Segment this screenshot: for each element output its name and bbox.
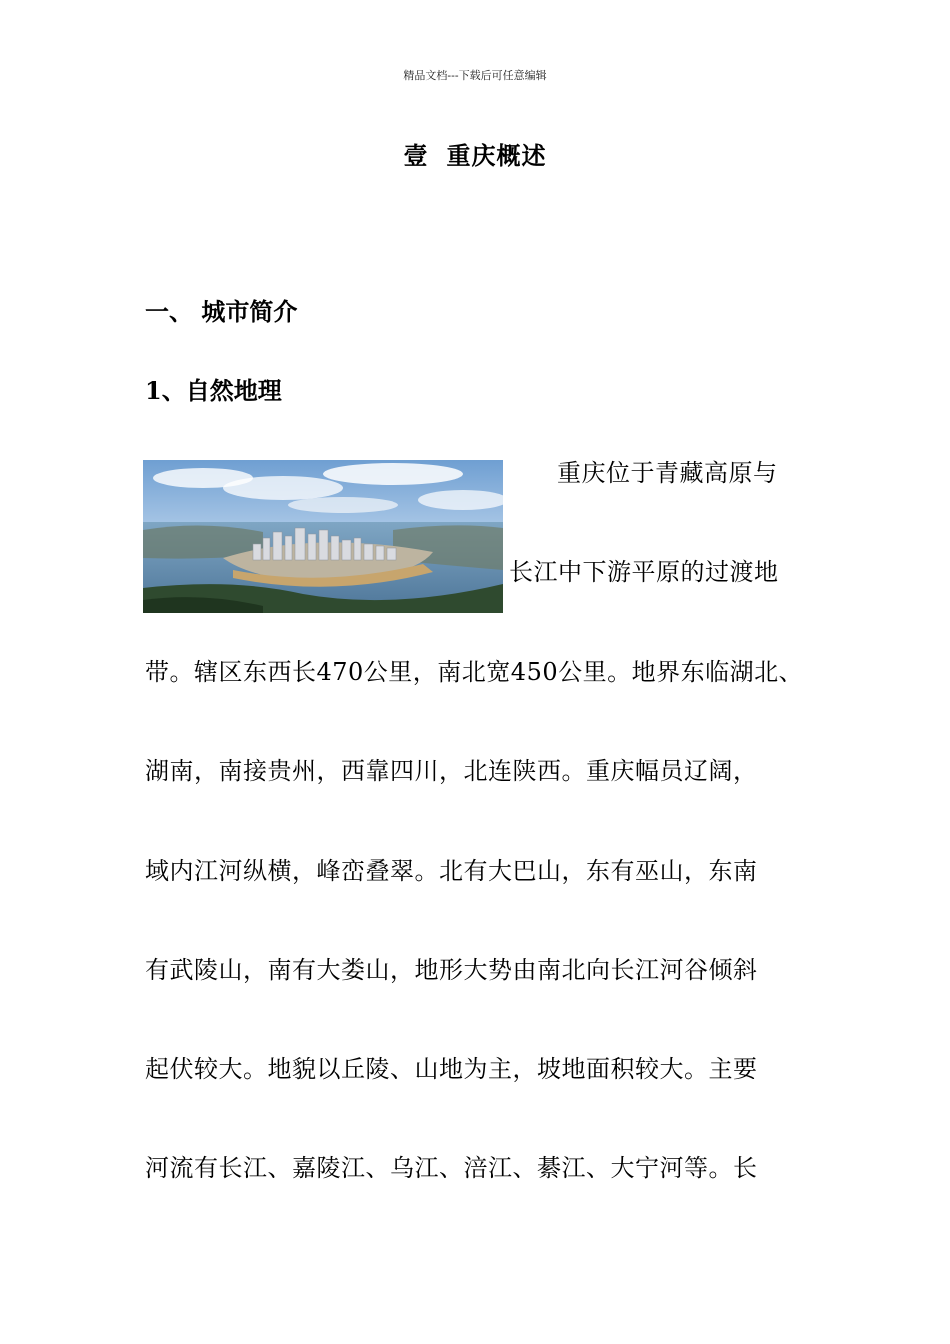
body-line-3: 带。辖区东西长470公里，南北宽450公里。地界东临湖北、 (145, 658, 804, 686)
body-line-5: 域内江河纵横，峰峦叠翠。北有大巴山，东有巫山，东南 (145, 857, 758, 885)
body-line-7: 起伏较大。地貌以丘陵、山地为主，坡地面积较大。主要 (145, 1055, 758, 1083)
body-line-4: 湖南，南接贵州，西靠四川，北连陕西。重庆幅员辽阔， (145, 757, 758, 785)
body-line-8: 河流有长江、嘉陵江、乌江、涪江、綦江、大宁河等。长 (145, 1154, 758, 1182)
city-photo (143, 460, 503, 613)
body-line-2: 长江中下游平原的过渡地 (509, 558, 779, 586)
title-text: 重庆概述 (446, 141, 547, 170)
body-line-6: 有武陵山，南有大娄山，地形大势由南北向长江河谷倾斜 (145, 956, 758, 984)
section-heading: 一、 城市简介 (145, 297, 298, 326)
body-line-1: 重庆位于青藏高原与 (557, 459, 778, 487)
city-photo-icon (143, 460, 503, 613)
header-note: 精品文档---下载后可任意编辑 (403, 69, 547, 82)
title-number: 壹 (403, 141, 429, 170)
page-title (0, 136, 950, 171)
subsection-heading: 1、自然地理 (145, 376, 282, 405)
